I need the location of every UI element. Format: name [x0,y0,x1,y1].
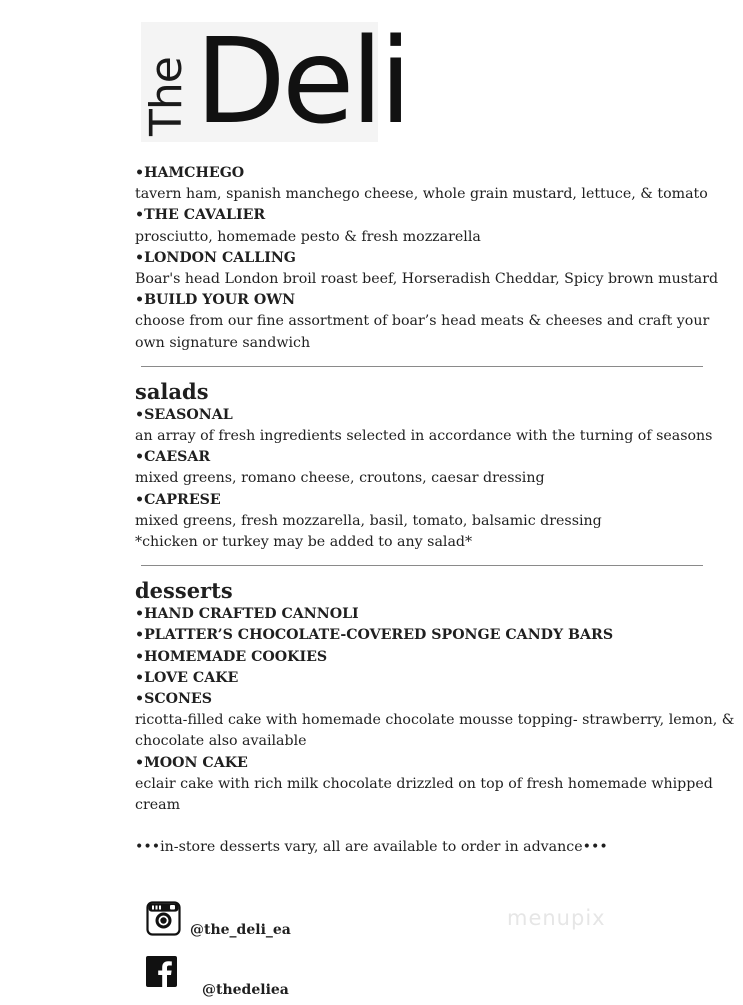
logo-the-text: The [141,57,192,136]
menupix-watermark: menupix [507,906,606,930]
deli-logo [141,12,409,150]
menu-item-hand-crafted-cannoli: •HAND CRAFTED CANNOLI [135,606,359,623]
menu-content [135,163,735,858]
desserts-note: •••in-store desserts vary, all are available to order in advance••• [135,839,608,856]
spacer [135,816,735,837]
menu-item-homemade-cookies: •HOMEMADE COOKIES [135,648,328,665]
section-divider [141,565,703,566]
item-name: •SCONES [135,691,212,708]
instagram-icon [146,901,181,936]
menu-item-sponge-candy-bars: •PLATTER’S CHOCOLATE-COVERED SPONGE CANDY BARS [135,627,614,644]
instagram-handle: @the_deli_ea [190,922,291,938]
item-name: •HAMCHEGO [135,165,245,181]
item-description: mixed greens, romano cheese, croutons, caesar dressing [135,470,545,487]
section-divider [141,366,703,367]
item-description: mixed greens, fresh mozzarella, basil, tomato, balsamic dressing [135,512,602,529]
item-description: eclair cake with rich milk chocolate drizzled on top of fresh homemade whipped cream [135,775,713,814]
facebook-handle: @thedeliea [202,982,289,998]
menu-item-the-cavalier [135,205,735,247]
section-title-salads: salads [135,378,209,404]
salads-section [135,379,735,553]
item-description: prosciutto, homemade pesto & fresh mozzarella [135,228,481,245]
sandwich-section [135,163,735,354]
menu-item-seasonal [135,405,735,447]
item-name: •BUILD YOUR OWN [135,292,296,309]
menu-item-love-cake: •LOVE CAKE [135,669,239,686]
item-name: •CAPRESE [135,491,221,508]
item-name: •MOON CAKE [135,754,248,771]
desserts-section [135,578,735,858]
menu-item-london-calling [135,248,735,290]
item-description: choose from our fine assortment of boar’s head meats & cheeses and craft your own signature sandwich [135,313,710,351]
section-title-desserts: desserts [135,578,233,604]
item-name: •CAESAR [135,449,211,466]
menu-item-caesar [135,447,735,489]
salad-note: *chicken or turkey may be added to any salad* [135,534,473,551]
facebook-link[interactable] [146,956,406,996]
facebook-icon [146,956,177,987]
item-description: tavern ham, spanish manchego cheese, whole grain mustard, lettuce, & tomato [135,186,708,203]
menu-item-hamchego [135,163,735,205]
item-name: •SEASONAL [135,406,233,423]
instagram-link[interactable] [146,901,406,941]
menu-item-scones [135,689,735,753]
item-name: •LONDON CALLING [135,249,296,266]
item-description: ricotta-filled cake with homemade chocolate mousse topping- strawberry, lemon, & chocolate also available [135,712,735,750]
menu-item-moon-cake [135,753,735,817]
item-name: •THE CAVALIER [135,207,266,224]
menu-item-caprese [135,490,735,532]
menu-item-build-your-own [135,290,735,354]
item-description: Boar's head London broil roast beef, Horseradish Cheddar, Spicy brown mustard [135,271,719,288]
logo-deli-text: Deli [195,12,409,150]
item-description: an array of fresh ingredients selected in accordance with the turning of seasons [135,428,713,445]
